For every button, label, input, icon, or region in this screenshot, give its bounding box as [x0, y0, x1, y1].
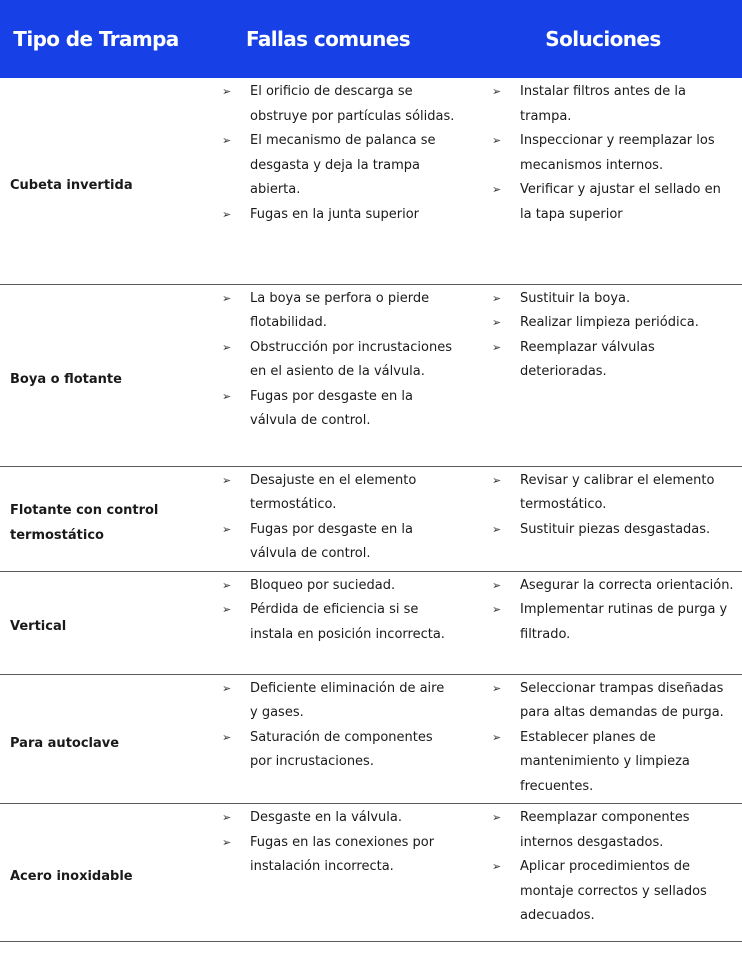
solution-text: Realizar limpieza periódica.: [520, 315, 699, 330]
table-row: [0, 804, 742, 942]
arrowhead-bullet-icon: ➢: [222, 85, 232, 98]
arrowhead-bullet-icon: ➢: [492, 183, 502, 196]
fault-item: [192, 726, 464, 775]
fault-item: [192, 129, 464, 203]
fault-item: [192, 385, 464, 434]
solution-item: [464, 287, 742, 312]
faults-cell: [192, 674, 464, 804]
arrowhead-bullet-icon: ➢: [492, 316, 502, 329]
fault-item: [192, 518, 464, 567]
fault-list: [192, 78, 464, 231]
arrowhead-bullet-icon: ➢: [222, 578, 232, 592]
faults-cell: [192, 284, 464, 466]
arrowhead-bullet-icon: ➢: [222, 603, 232, 616]
solution-item: [464, 80, 742, 129]
solution-item: [464, 574, 742, 599]
arrowhead-bullet-icon: ➢: [222, 522, 232, 536]
arrowhead-bullet-icon: ➢: [222, 207, 232, 221]
solution-item: [464, 129, 742, 178]
solution-item: [464, 311, 742, 336]
arrowhead-bullet-icon: ➢: [492, 730, 502, 744]
faults-cell: [192, 804, 464, 942]
solution-text: Revisar y calibrar el elemento termostático.: [520, 472, 715, 512]
arrowhead-bullet-icon: ➢: [222, 389, 232, 403]
solution-text: Reemplazar componentes internos desgastados.: [520, 810, 690, 850]
fault-text: Bloqueo por suciedad.: [250, 577, 396, 593]
solution-text: Inspeccionar y reemplazar los mecanismos internos.: [520, 133, 715, 173]
fault-item: [192, 598, 464, 647]
solution-text: Seleccionar trampas diseñadas para altas demandas de purga.: [520, 680, 724, 720]
arrowhead-bullet-icon: ➢: [492, 860, 502, 873]
fault-list: [192, 572, 464, 652]
header-trap-type: Tipo de Trampa: [0, 0, 192, 78]
trap-type-label: Para autoclave: [10, 735, 120, 751]
fault-text: Fugas en la junta superior: [250, 206, 420, 222]
arrowhead-bullet-icon: ➢: [222, 811, 232, 824]
solution-text: Sustituir piezas desgastadas.: [520, 521, 711, 537]
arrowhead-bullet-icon: ➢: [492, 85, 502, 98]
solution-item: [464, 855, 742, 929]
arrowhead-bullet-icon: ➢: [222, 134, 232, 147]
solution-item: [464, 178, 742, 227]
arrowhead-bullet-icon: ➢: [492, 291, 502, 305]
arrowhead-bullet-icon: ➢: [492, 603, 502, 616]
solution-text: Verificar y ajustar el sellado en la tapa superior: [520, 182, 721, 222]
solution-list: [464, 572, 742, 652]
solution-list: [464, 467, 742, 547]
fault-item: [192, 287, 464, 336]
fault-text: El mecanismo de palanca se desgasta y deja la trampa abierta.: [250, 133, 436, 197]
solutions-cell: [464, 78, 742, 284]
fault-text: Pérdida de eficiencia si se instala en posición incorrecta.: [250, 602, 445, 642]
solution-list: [464, 285, 742, 389]
arrowhead-bullet-icon: ➢: [222, 835, 232, 849]
solution-text: Sustituir la boya.: [520, 290, 631, 306]
solution-list: [464, 675, 742, 804]
trap-type-label: Vertical: [10, 619, 67, 635]
solution-text: Implementar rutinas de purga y filtrado.: [520, 602, 728, 642]
fault-text: Obstrucción por incrustaciones en el asiento de la válvula.: [250, 339, 452, 379]
arrowhead-bullet-icon: ➢: [492, 340, 502, 354]
table-row: [0, 571, 742, 674]
fault-item: [192, 806, 464, 831]
arrowhead-bullet-icon: ➢: [492, 522, 502, 536]
solutions-cell: [464, 571, 742, 674]
arrowhead-bullet-icon: ➢: [492, 473, 502, 487]
solutions-cell: [464, 804, 742, 942]
solution-text: Establecer planes de mantenimiento y limpieza frecuentes.: [520, 729, 690, 794]
trap-type-label: Acero inoxidable: [10, 869, 133, 885]
arrowhead-bullet-icon: ➢: [492, 681, 502, 695]
fault-item: [192, 831, 464, 880]
faults-cell: [192, 78, 464, 284]
fault-list: [192, 285, 464, 438]
solutions-cell: [464, 466, 742, 571]
solutions-cell: [464, 674, 742, 804]
trap-type-cell: [0, 284, 192, 466]
table-row: [0, 78, 742, 284]
header-common-faults: Fallas comunes: [192, 0, 464, 78]
arrowhead-bullet-icon: ➢: [492, 134, 502, 147]
fault-text: Fugas por desgaste en la válvula de control.: [250, 521, 414, 561]
solution-item: [464, 469, 742, 518]
trap-type-label: Flotante con control termostático: [10, 503, 159, 543]
faults-cell: [192, 571, 464, 674]
arrowhead-bullet-icon: ➢: [492, 811, 502, 824]
trap-type-cell: [0, 674, 192, 804]
arrowhead-bullet-icon: ➢: [222, 730, 232, 744]
table-row: [0, 284, 742, 466]
fault-list: [192, 467, 464, 571]
solution-text: Instalar filtros antes de la trampa.: [520, 84, 686, 124]
fault-text: Deficiente eliminación de aire y gases.: [250, 680, 445, 720]
fault-text: Saturación de componentes por incrustaciones.: [250, 729, 433, 769]
fault-text: Desajuste en el elemento termostático.: [250, 472, 417, 512]
arrowhead-bullet-icon: ➢: [222, 291, 232, 305]
faults-cell: [192, 466, 464, 571]
solution-item: [464, 518, 742, 543]
arrowhead-bullet-icon: ➢: [222, 681, 232, 695]
fault-item: [192, 336, 464, 385]
solution-list: [464, 804, 742, 933]
fault-text: Fugas en las conexiones por instalación incorrecta.: [250, 834, 435, 874]
fault-text: El orificio de descarga se obstruye por partículas sólidas.: [250, 84, 455, 124]
fault-text: Desgaste en la válvula.: [250, 810, 402, 825]
trap-type-cell: [0, 78, 192, 284]
arrowhead-bullet-icon: ➢: [222, 473, 232, 487]
solutions-cell: [464, 284, 742, 466]
table-row: [0, 466, 742, 571]
fault-text: La boya se perfora o pierde flotabilidad.: [250, 290, 430, 330]
trap-type-label: Cubeta invertida: [10, 177, 133, 193]
trap-type-cell: [0, 571, 192, 674]
arrowhead-bullet-icon: ➢: [492, 578, 502, 592]
fault-item: [192, 677, 464, 726]
arrowhead-bullet-icon: ➢: [222, 340, 232, 354]
trap-type-cell: [0, 466, 192, 571]
solution-text: Reemplazar válvulas deterioradas.: [520, 339, 655, 379]
fault-list: [192, 675, 464, 779]
table-row: [0, 674, 742, 804]
solution-item: [464, 806, 742, 855]
trap-type-label: Boya o flotante: [10, 371, 122, 387]
fault-text: Fugas por desgaste en la válvula de control.: [250, 388, 414, 428]
fault-item: [192, 574, 464, 599]
header-row: [0, 0, 742, 78]
header-solutions: Soluciones: [464, 0, 742, 78]
fault-item: [192, 469, 464, 518]
fault-item: [192, 80, 464, 129]
solution-text: Asegurar la correcta orientación.: [520, 577, 734, 593]
solution-item: [464, 336, 742, 385]
fault-list: [192, 804, 464, 884]
solution-list: [464, 78, 742, 231]
solution-item: [464, 726, 742, 800]
solution-item: [464, 677, 742, 726]
solution-text: Aplicar procedimientos de montaje correctos y sellados adecuados.: [520, 859, 707, 923]
solution-item: [464, 598, 742, 647]
fault-item: [192, 203, 464, 228]
trap-type-cell: [0, 804, 192, 942]
